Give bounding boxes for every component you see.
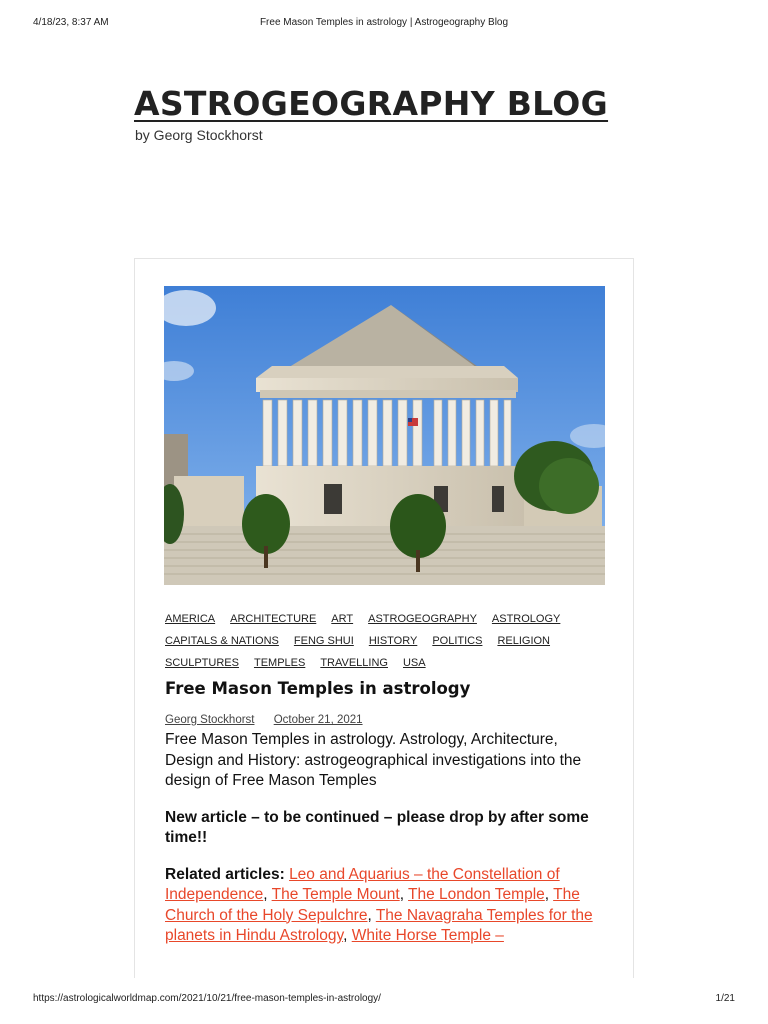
tag-row [165, 635, 605, 657]
site-title-link[interactable]: ASTROGEOGRAPHY BLOG [134, 84, 609, 123]
tag-link[interactable]: HISTORY [368, 635, 418, 647]
temple-photo [164, 286, 605, 585]
post-body [165, 730, 605, 963]
tag-link[interactable]: SCULPTURES [165, 657, 239, 669]
tag-link[interactable]: ARCHITECTURE [230, 613, 317, 625]
post-title: Free Mason Temples in astrology [165, 679, 471, 698]
print-header [33, 17, 735, 31]
author-link[interactable]: Georg Stockhorst [165, 714, 255, 726]
print-footer [33, 993, 735, 1007]
print-url: https://astrologicalworldmap.com/2021/10/21/free-mason-temples-in-astrology/ [33, 993, 381, 1004]
tag-link[interactable]: USA [402, 657, 426, 669]
date-link[interactable]: October 21, 2021 [273, 714, 363, 726]
related-link[interactable]: The London Temple [408, 886, 545, 903]
tag-link[interactable]: ASTROGEOGRAPHY [368, 613, 477, 625]
tag-link[interactable]: TRAVELLING [320, 657, 388, 669]
print-page-title: Free Mason Temples in astrology | Astrogeography Blog [259, 17, 509, 28]
related-label: Related articles: [165, 865, 285, 883]
tag-link[interactable]: CAPITALS & NATIONS [165, 635, 279, 647]
tag-link[interactable]: ASTROLOGY [491, 613, 561, 625]
tag-link[interactable]: POLITICS [432, 635, 483, 647]
related-link[interactable]: The Navagraha Temples for the planets in Hindu Astrology [165, 906, 593, 944]
post-intro: Free Mason Temples in astrology. Astrology, Architecture, Design and History: astrogeographical investigations into the design of Free Mason Temples [165, 731, 582, 789]
related-link[interactable]: The Temple Mount [271, 886, 400, 903]
tag-link[interactable]: ART [331, 613, 354, 625]
post-tags [165, 613, 605, 679]
related-link[interactable]: White Horse Temple – [351, 927, 504, 944]
tag-link[interactable]: TEMPLES [253, 657, 306, 669]
tag-link[interactable]: RELIGION [497, 635, 551, 647]
print-page-number: 1/21 [715, 993, 735, 1004]
tag-row [165, 613, 605, 635]
tag-row [165, 657, 605, 679]
related-articles: Related articles: Leo and Aquarius – the Constellation of Independence, The Temple Mount, The London Temple, The Church of the Holy Sepulchre, The Navagraha Temples for the planets in Hindu Astrology, White Horse Temple – [165, 865, 593, 944]
related-link[interactable]: Leo and Aquarius – the Constellation of Independence [165, 865, 560, 903]
related-link[interactable]: The Church of the Holy Sepulchre [165, 886, 580, 924]
print-datetime: 4/18/23, 8:37 AM [33, 17, 109, 28]
post-card [134, 258, 634, 978]
post-meta [165, 714, 363, 726]
featured-image[interactable] [164, 286, 605, 585]
tag-link[interactable]: FENG SHUI [293, 635, 354, 647]
post-notice: New article – to be continued – please drop by after some time!! [165, 808, 589, 846]
site-byline: by Georg Stockhorst [135, 127, 263, 143]
tag-link[interactable]: AMERICA [165, 613, 216, 625]
